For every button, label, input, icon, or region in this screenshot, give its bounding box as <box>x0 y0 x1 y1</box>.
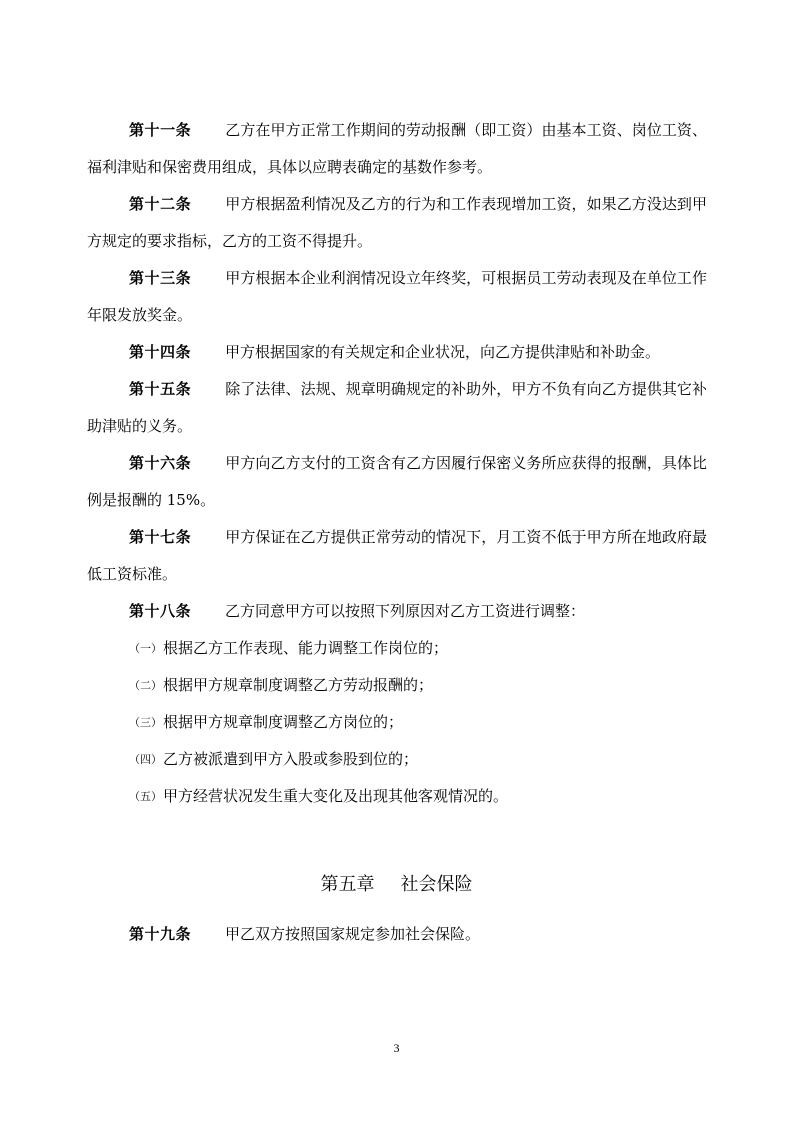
article-text: 乙方在甲方正常工作期间的劳动报酬（即工资）由基本工资、岗位工资、福利津贴和保密费用组成，具体以应聘表确定的基数作参考。 <box>87 121 707 176</box>
article-number: 第十四条 <box>129 343 192 361</box>
chapter-number: 第五章 <box>320 874 375 895</box>
article-text: 乙方同意甲方可以按照下列原因对乙方工资进行调整： <box>225 602 586 620</box>
article-number: 第十三条 <box>129 269 192 287</box>
article-19-block <box>87 916 707 953</box>
article-number: 第十六条 <box>129 454 192 472</box>
article-number: 第十一条 <box>129 121 192 139</box>
article-17 <box>87 519 707 593</box>
article-number: 第十九条 <box>129 925 192 943</box>
list-item-text: 甲方经营状况发生重大变化及出现其他客观情况的。 <box>163 787 509 805</box>
article-13 <box>87 260 707 334</box>
list-marker: （三） <box>129 716 162 729</box>
list-marker: （二） <box>129 679 162 692</box>
page-number: 3 <box>393 1041 400 1055</box>
chapter-title: 社会保险 <box>400 874 473 895</box>
article-12 <box>87 186 707 260</box>
article-text: 甲乙双方按照国家规定参加社会保险。 <box>225 925 481 943</box>
list-item-text: 根据甲方规章制度调整乙方岗位的； <box>163 713 404 731</box>
article-19 <box>87 916 707 953</box>
list-item-text: 根据甲方规章制度调整乙方劳动报酬的； <box>163 676 434 694</box>
list-marker: （五） <box>129 790 162 803</box>
article-number: 第十七条 <box>129 528 192 546</box>
article-16 <box>87 445 707 519</box>
list-item-text: 根据乙方工作表现、能力调整工作岗位的； <box>163 639 449 657</box>
list-item <box>87 667 707 704</box>
article-text: 除了法律、法规、规章明确规定的补助外，甲方不负有向乙方提供其它补助津贴的义务。 <box>87 380 707 435</box>
list-item <box>87 741 707 778</box>
list-marker: （一） <box>129 642 162 655</box>
article-text: 甲方根据盈利情况及乙方的行为和工作表现增加工资，如果乙方没达到甲方规定的要求指标，乙方的工资不得提升。 <box>87 195 707 250</box>
article-text: 甲方向乙方支付的工资含有乙方因履行保密义务所应获得的报酬，具体比例是报酬的 15%。 <box>87 454 707 509</box>
list-item-text: 乙方被派遣到甲方入股或参股到位的； <box>163 750 419 768</box>
article-15 <box>87 371 707 445</box>
chapter-heading <box>0 870 793 900</box>
article-number: 第十八条 <box>129 602 192 620</box>
list-item <box>87 630 707 667</box>
article-text: 甲方根据国家的有关规定和企业状况，向乙方提供津贴和补助金。 <box>225 343 661 361</box>
article-text: 甲方保证在乙方提供正常劳动的情况下，月工资不低于甲方所在地政府最低工资标准。 <box>87 528 707 583</box>
article-number: 第十二条 <box>129 195 192 213</box>
list-item <box>87 704 707 741</box>
list-marker: （四） <box>129 753 162 766</box>
article-18 <box>87 593 707 630</box>
article-number: 第十五条 <box>129 380 192 398</box>
list-item <box>87 778 707 815</box>
article-text: 甲方根据本企业利润情况设立年终奖，可根据员工劳动表现及在单位工作年限发放奖金。 <box>87 269 707 324</box>
article-11 <box>87 112 707 186</box>
article-list <box>87 112 707 815</box>
article-14 <box>87 334 707 371</box>
